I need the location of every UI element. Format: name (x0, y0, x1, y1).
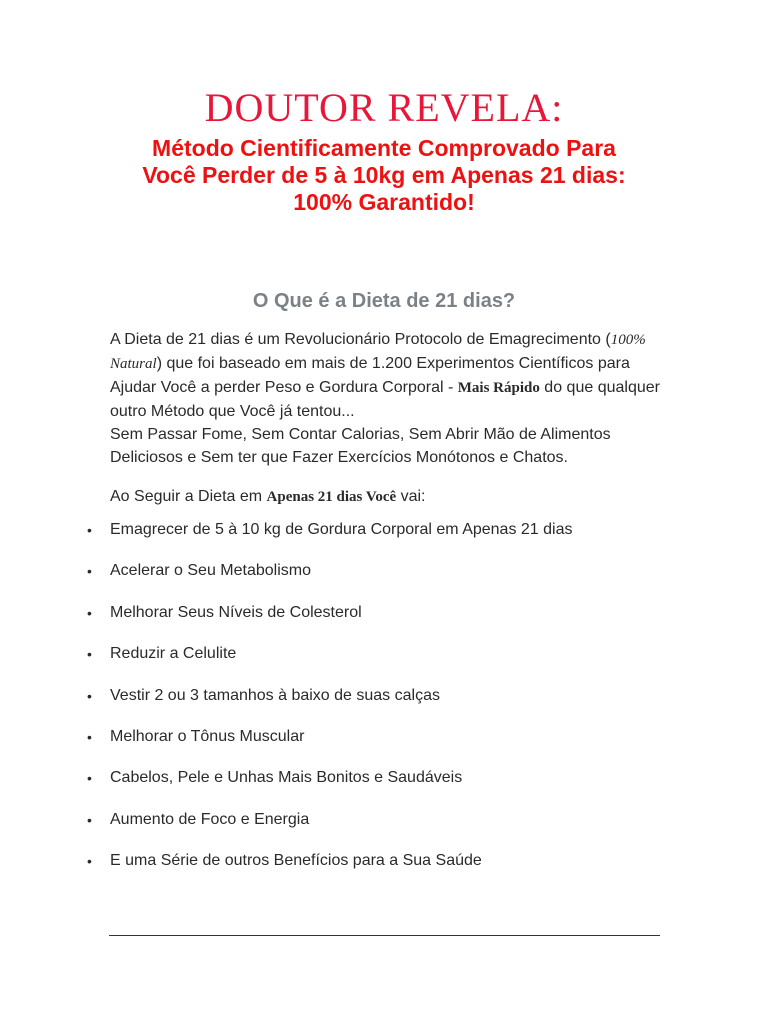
benefit-text: Acelerar o Seu Metabolismo (110, 562, 311, 580)
intro-paragraph (110, 328, 670, 469)
benefit-text: E uma Série de outros Benefícios para a Sua Saúde (110, 852, 482, 870)
bullet-icon: • (87, 522, 92, 538)
bullet-icon: • (87, 687, 92, 704)
subtitle-line: 100% Garantido! (293, 189, 475, 215)
section-heading: O Que é a Dieta de 21 dias? (252, 290, 516, 312)
bullet-icon: • (87, 770, 92, 787)
benefits-list (0, 518, 768, 891)
subtitle-line: Você Perder de 5 à 10kg em Apenas 21 dias: (142, 162, 626, 188)
bullet-icon: • (87, 563, 92, 580)
bullet-icon: • (87, 853, 92, 870)
list-item (0, 684, 768, 725)
list-item (0, 808, 768, 849)
benefit-text: Aumento de Foco e Energia (110, 810, 310, 828)
benefits-lead (110, 485, 670, 509)
intro-text: do que qualquer outro Método que Você já tentou... (110, 379, 660, 420)
horizontal-divider (109, 935, 660, 936)
benefit-text: Vestir 2 ou 3 tamanhos à baixo de suas calças (110, 686, 440, 704)
benefit-text: Melhorar Seus Níveis de Colesterol (110, 603, 362, 621)
intro-rapido-emphasis: Mais Rápido (457, 380, 540, 396)
bullet-icon: • (87, 811, 92, 828)
lead-emphasis: Apenas 21 dias Você (266, 489, 397, 505)
intro-text: A Dieta de 21 dias é um Revolucionário Protocolo de Emagrecimento ( (110, 331, 611, 348)
page-subtitle (0, 135, 768, 216)
bullet-icon: • (87, 604, 92, 621)
list-item (0, 642, 768, 683)
benefit-text: Melhorar o Tônus Muscular (110, 727, 305, 745)
list-item (0, 766, 768, 807)
subtitle-line: Método Cientificamente Comprovado Para (152, 135, 616, 161)
lead-text: vai: (396, 488, 426, 505)
bullet-icon: • (87, 728, 92, 745)
lead-text: Ao Seguir a Dieta em (110, 488, 267, 505)
list-item (0, 559, 768, 600)
page-title: DOUTOR REVELA: (204, 85, 564, 130)
list-item (0, 601, 768, 642)
intro-text: Sem Passar Fome, Sem Contar Calorias, Sem Abrir Mão de Alimentos Deliciosos e Sem ter que Fazer Exercícios Monótonos e Chatos. (110, 426, 611, 466)
benefit-text: Cabelos, Pele e Unhas Mais Bonitos e Saudáveis (110, 769, 463, 787)
list-item (0, 849, 768, 890)
benefit-text: Reduzir a Celulite (110, 645, 237, 663)
intro-text: ) que foi baseado em mais de 1.200 Experimentos Científicos para Ajudar Você a perder Peso e Gordura Corporal - (110, 355, 630, 396)
benefit-text: Emagrecer de 5 à 10 kg de Gordura Corporal em Apenas 21 dias (110, 521, 573, 538)
list-item (0, 725, 768, 766)
bullet-icon: • (87, 646, 92, 663)
list-item (0, 518, 768, 559)
intro-natural-emphasis: 100% Natural (110, 332, 646, 372)
